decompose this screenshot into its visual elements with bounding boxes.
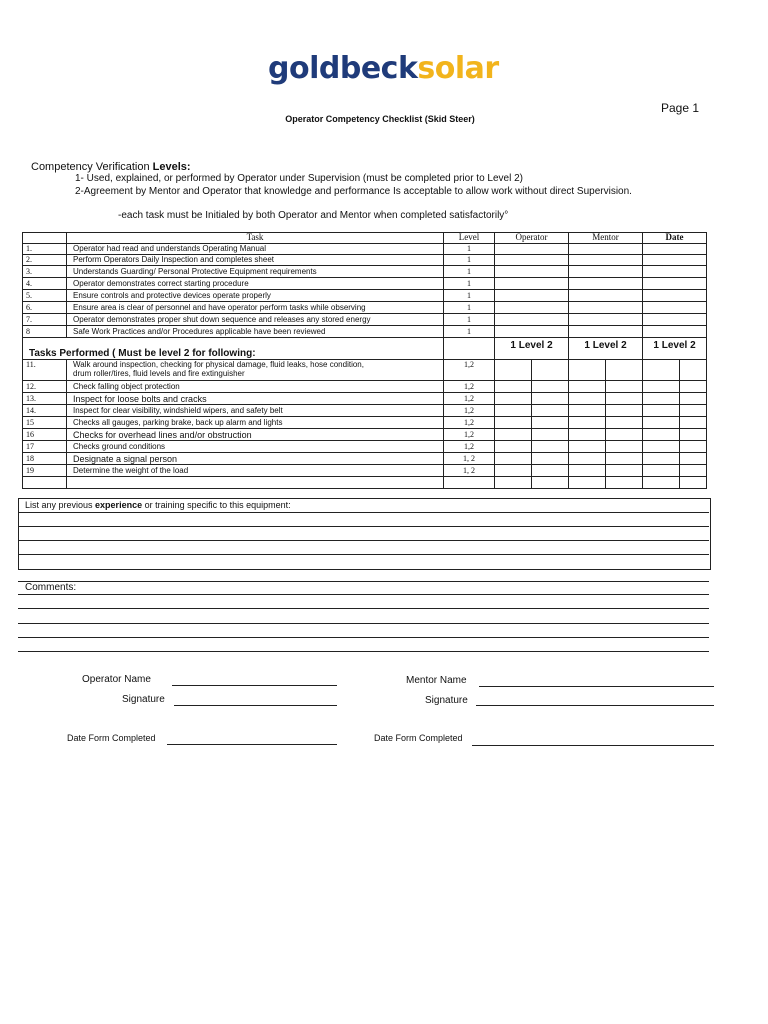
operator-initial-cell[interactable] [495,290,569,302]
mentor-date-field[interactable] [472,745,714,746]
row-number: 3. [23,266,67,278]
mentor-level2-cell[interactable] [606,465,643,477]
mentor-level1-cell[interactable] [569,441,606,453]
row-task: Operator had read and understands Operating Manual [67,244,444,255]
mentor-level1-cell[interactable] [569,393,606,405]
mentor-name-field[interactable] [479,686,714,687]
operator-date-field[interactable] [167,744,337,745]
row-number: 13. [23,393,67,405]
date-level2-cell[interactable] [680,381,707,393]
row-level: 1,2 [444,417,495,429]
comment-line[interactable] [18,594,709,595]
row-level: 1,2 [444,441,495,453]
mentor-level2-cell[interactable] [606,453,643,465]
date-level2-cell[interactable] [680,465,707,477]
date-cell[interactable] [643,278,707,290]
date-cell[interactable] [643,266,707,278]
row-level: 1 [444,266,495,278]
levels-heading-prefix: Competency Verification [31,161,153,173]
mentor-level1-cell[interactable] [569,417,606,429]
row-number: 7. [23,314,67,326]
row-task: Designate a signal person [67,453,444,465]
date-level1-cell[interactable] [643,465,680,477]
operator-initial-cell[interactable] [495,278,569,290]
row-number: 15 [23,417,67,429]
comments-label: Comments: [25,582,77,593]
operator-level2-cell[interactable] [532,405,569,417]
operator-name-label: Operator Name [82,674,151,685]
document-title: Operator Competency Checklist (Skid Steer) [285,114,475,124]
row-task: Safe Work Practices and/or Procedures applicable have been reviewed [67,326,444,338]
mentor-level1-cell[interactable] [569,360,606,381]
row-number: 19 [23,465,67,477]
operator-initial-cell[interactable] [495,266,569,278]
operator-level2-cell[interactable] [532,417,569,429]
row-level: 1 [444,302,495,314]
mentor-level2-cell[interactable] [606,429,643,441]
row-number: 17 [23,441,67,453]
row-level: 1,2 [444,360,495,381]
mentor-level2-cell[interactable] [606,381,643,393]
row-level: 1 [444,255,495,266]
date-level-header: 1 Level 2 [643,338,707,360]
date-cell[interactable] [643,244,707,255]
operator-level2-cell[interactable] [532,381,569,393]
table-row [23,405,707,417]
experience-line[interactable] [18,512,709,513]
mentor-initial-cell[interactable] [569,255,643,266]
mentor-level-header: 1 Level 2 [569,338,643,360]
blank-task-cell[interactable] [67,477,444,489]
mentor-level2-cell[interactable] [606,405,643,417]
row-number: 1. [23,244,67,255]
date-cell[interactable] [643,314,707,326]
mentor-date-label: Date Form Completed [374,733,463,743]
comment-line[interactable] [18,608,709,609]
row-number: 6. [23,302,67,314]
mentor-level1-cell[interactable] [569,429,606,441]
row-number: 11. [23,360,67,381]
date-level1-cell[interactable] [643,381,680,393]
mentor-level2-cell[interactable] [606,393,643,405]
date-level2-cell[interactable] [680,453,707,465]
mentor-level1-cell[interactable] [569,381,606,393]
initial-note: -each task must be Initialed by both Operator and Mentor when completed satisfactorily° [118,210,509,221]
comments-top-rule [18,581,709,582]
row-level: 1 [444,278,495,290]
table-row [23,302,707,314]
date-cell[interactable] [643,255,707,266]
date-cell[interactable] [643,302,707,314]
row-task: Ensure controls and protective devices operate properly [67,290,444,302]
operator-level2-cell[interactable] [532,441,569,453]
experience-line[interactable] [18,526,709,527]
table-row [23,360,707,381]
header-level: Level [444,233,495,244]
level2-definition: 2-Agreement by Mentor and Operator that knowledge and performance Is acceptable to allow work without direct Supervision. [75,186,632,197]
operator-level1-cell[interactable] [495,405,532,417]
operator-initial-cell[interactable] [495,244,569,255]
row-number: 18 [23,453,67,465]
table-row [23,465,707,477]
header-date: Date [643,233,707,244]
operator-initial-cell[interactable] [495,314,569,326]
mentor-initial-cell[interactable] [569,266,643,278]
row-task: Checks for overhead lines and/or obstruction [67,429,444,441]
comment-line[interactable] [18,637,709,638]
mentor-signature-field[interactable] [476,705,714,706]
mentor-level1-cell[interactable] [569,465,606,477]
row-task-line1: Walk around inspection, checking for physical damage, fluid leaks, hose condition, [73,360,364,369]
section2-heading: Tasks Performed ( Must be level 2 for following: [23,338,444,360]
table-row [23,441,707,453]
row-task: Ensure area is clear of personnel and have operator perform tasks while observing [67,302,444,314]
mentor-level1-cell[interactable] [569,405,606,417]
operator-level1-cell[interactable] [495,441,532,453]
table-row [23,314,707,326]
table-row [23,278,707,290]
section2-header-row [23,338,707,360]
row-level: 1,2 [444,381,495,393]
operator-signature-field[interactable] [174,705,337,706]
operator-level1-cell[interactable] [495,360,532,381]
operator-level1-cell[interactable] [495,465,532,477]
experience-label-prefix: List any previous [25,500,96,510]
header-operator: Operator [495,233,569,244]
row-number: 14. [23,405,67,417]
row-level: 1 [444,290,495,302]
row-task: Inspect for clear visibility, windshield wipers, and safety belt [67,405,444,417]
row-number: 2. [23,255,67,266]
table-row [23,244,707,255]
date-level1-cell[interactable] [643,417,680,429]
row-number: 5. [23,290,67,302]
operator-level2-cell[interactable] [532,453,569,465]
table-row [23,429,707,441]
levels-heading [31,161,191,173]
mentor-signature-label: Signature [425,695,468,706]
row-level: 1 [444,326,495,338]
row-task: Perform Operators Daily Inspection and completes sheet [67,255,444,266]
experience-label-bold: experience [95,500,143,510]
mentor-level2-cell[interactable] [606,417,643,429]
company-logo [268,50,499,88]
operator-initial-cell[interactable] [495,302,569,314]
date-level2-cell[interactable] [680,441,707,453]
row-task: Check falling object protection [67,381,444,393]
mentor-initial-cell[interactable] [569,244,643,255]
table-header-row [23,233,707,244]
row-level: 1, 2 [444,453,495,465]
logo-text-part1: goldbeck [268,51,418,86]
row-number: 8 [23,326,67,338]
operator-signature-label: Signature [122,694,165,705]
row-task: Operator demonstrates proper shut down sequence and releases any stored energy [67,314,444,326]
date-cell[interactable] [643,290,707,302]
operator-level1-cell[interactable] [495,429,532,441]
date-level2-cell[interactable] [680,429,707,441]
table-row [23,453,707,465]
mentor-initial-cell[interactable] [569,314,643,326]
row-level: 1, 2 [444,465,495,477]
date-level1-cell[interactable] [643,441,680,453]
row-level: 1,2 [444,429,495,441]
comment-line[interactable] [18,651,709,652]
mentor-level2-cell[interactable] [606,360,643,381]
row-task: Inspect for loose bolts and cracks [67,393,444,405]
table-row [23,255,707,266]
header-task: Task [67,233,444,244]
date-level1-cell[interactable] [643,405,680,417]
row-task: Understands Guarding/ Personal Protective Equipment requirements [67,266,444,278]
operator-level2-cell[interactable] [532,393,569,405]
mentor-initial-cell[interactable] [569,290,643,302]
operator-level1-cell[interactable] [495,381,532,393]
row-number: 16 [23,429,67,441]
operator-level2-cell[interactable] [532,429,569,441]
date-cell[interactable] [643,326,707,338]
experience-line[interactable] [18,554,709,555]
row-task: Determine the weight of the load [67,465,444,477]
operator-level2-cell[interactable] [532,465,569,477]
row-task: Checks all gauges, parking brake, back up alarm and lights [67,417,444,429]
mentor-name-label: Mentor Name [406,675,467,686]
experience-line[interactable] [18,540,709,541]
table-row [23,266,707,278]
logo-text-part2: solar [417,51,499,86]
table-row [23,290,707,302]
row-level: 1 [444,314,495,326]
operator-level1-cell[interactable] [495,453,532,465]
date-level2-cell[interactable] [680,417,707,429]
operator-date-label: Date Form Completed [67,733,156,743]
checklist-table [22,232,707,489]
comment-line[interactable] [18,623,709,624]
table-row [23,393,707,405]
operator-level-header: 1 Level 2 [495,338,569,360]
mentor-level2-cell[interactable] [606,441,643,453]
date-level1-cell[interactable] [643,429,680,441]
row-task-line2: drum roller/tires, fluid levels and fire extinguisher [73,369,245,378]
header-mentor: Mentor [569,233,643,244]
table-row [23,477,707,489]
operator-name-field[interactable] [172,685,337,686]
table-row [23,417,707,429]
level1-definition: 1- Used, explained, or performed by Operator under Supervision (must be completed prior to Level 2) [75,173,524,184]
row-number: 4. [23,278,67,290]
experience-label [25,500,291,510]
table-row [23,326,707,338]
row-task: Checks ground conditions [67,441,444,453]
levels-heading-bold: Levels: [152,161,191,173]
row-level: 1,2 [444,405,495,417]
mentor-initial-cell[interactable] [569,278,643,290]
operator-initial-cell[interactable] [495,326,569,338]
operator-level2-cell[interactable] [532,360,569,381]
date-level2-cell[interactable] [680,405,707,417]
operator-level1-cell[interactable] [495,393,532,405]
mentor-initial-cell[interactable] [569,326,643,338]
page-number: Page 1 [661,101,700,115]
date-level1-cell[interactable] [643,393,680,405]
mentor-level1-cell[interactable] [569,453,606,465]
row-task: Operator demonstrates correct starting procedure [67,278,444,290]
row-level: 1 [444,244,495,255]
date-level1-cell[interactable] [643,360,680,381]
date-level1-cell[interactable] [643,453,680,465]
row-task [67,360,444,381]
operator-initial-cell[interactable] [495,255,569,266]
row-number: 12. [23,381,67,393]
date-level2-cell[interactable] [680,360,707,381]
table-row [23,381,707,393]
date-level2-cell[interactable] [680,393,707,405]
operator-level1-cell[interactable] [495,417,532,429]
row-level: 1,2 [444,393,495,405]
experience-label-suffix: or training specific to this equipment: [142,500,291,510]
mentor-initial-cell[interactable] [569,302,643,314]
